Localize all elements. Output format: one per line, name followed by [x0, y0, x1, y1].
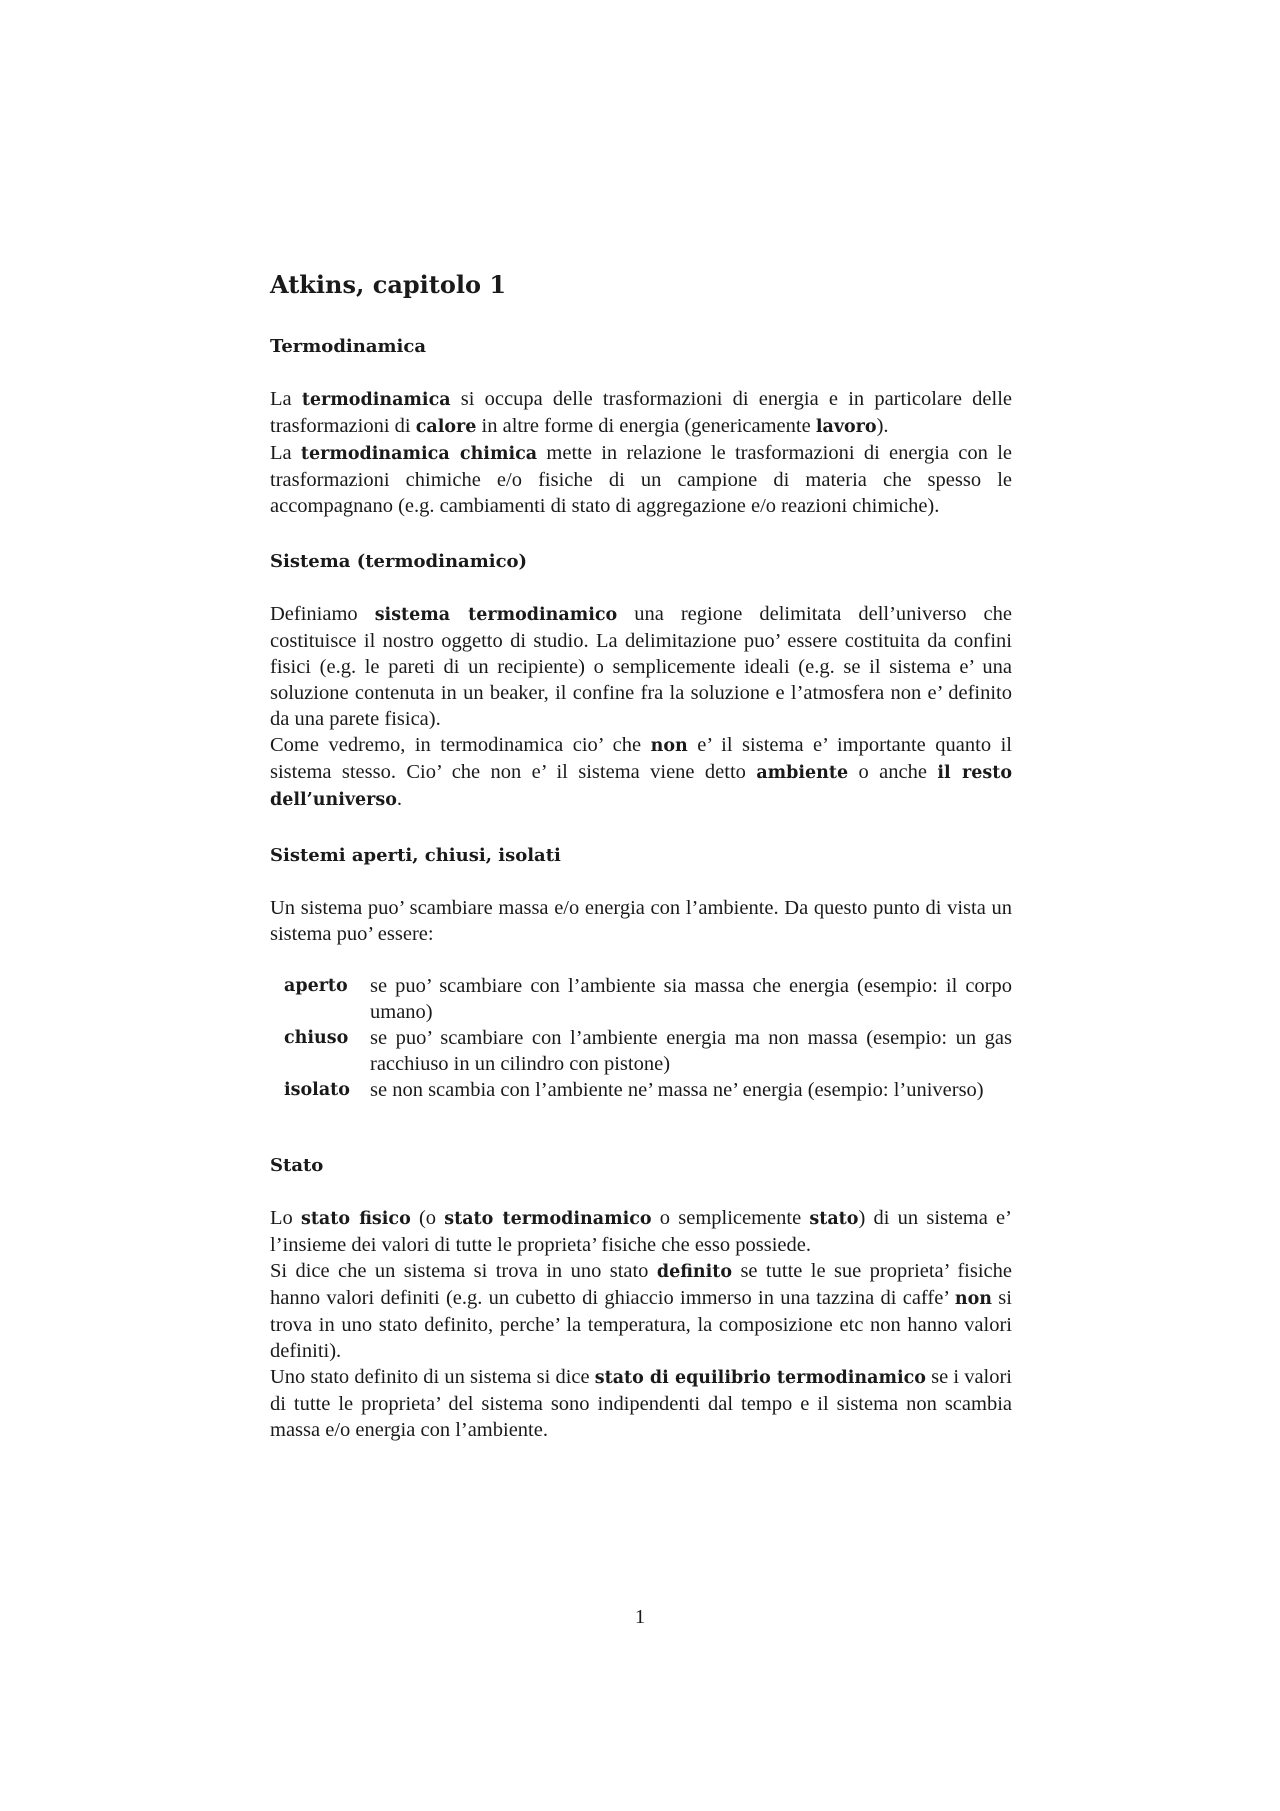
- section-paragraph: [270, 895, 1012, 947]
- definition-row: [270, 973, 1012, 1025]
- section-heading: Sistema (termodinamico): [270, 551, 528, 572]
- text-run: una regione delimitata dell’universo che costituisce il nostro oggetto di studio. La delimitazione puo’ essere costituita da confini fisici (e.g. le pareti di un recipiente) o semplicemente ideali (e.g. se il sistema e’ una soluzione contenuta in un beaker, il confine fra la soluzione e l’atmosfera non e’ definito da una parete fisica).: [270, 603, 1013, 730]
- definition-term: isolato: [284, 1080, 350, 1100]
- section-heading: Sistemi aperti, chiusi, isolati: [270, 845, 561, 866]
- text-run: Definiamo: [270, 603, 375, 625]
- text-run: e’ il sistema e’ importante quanto il sistema stesso. Cio’ che non e’ il sistema viene detto: [270, 734, 1012, 783]
- definition-row: [270, 1025, 1012, 1077]
- section-paragraph: [270, 1205, 1012, 1443]
- bold-term: stato termodinamico: [444, 1209, 652, 1229]
- bold-term: stato fisico: [301, 1209, 411, 1229]
- definition-term: aperto: [284, 976, 348, 996]
- text-run: Si dice che un sistema si trova in uno stato: [270, 1260, 657, 1282]
- text-run: ).: [876, 415, 889, 437]
- bold-term: non: [650, 736, 688, 756]
- text-run: Un sistema puo’ scambiare massa e/o energia con l’ambiente. Da questo punto di vista un sistema puo’ essere:: [270, 897, 1012, 945]
- section-heading: Termodinamica: [270, 336, 426, 357]
- section-heading: Stato: [270, 1155, 324, 1176]
- text-run: si trova in uno stato definito, perche’ la temperatura, la composizione etc non hanno valori definiti).: [270, 1287, 1012, 1362]
- section-paragraph: [270, 386, 1012, 519]
- text-run: se i valori di tutte le proprieta’ del sistema sono indipendenti dal tempo e il sistema non scambia massa e/o energia con l’ambiente.: [270, 1366, 1013, 1441]
- section-paragraph: [270, 601, 1012, 813]
- text-run: se tutte le sue proprieta’ fisiche hanno valori definiti (e.g. un cubetto di ghiaccio immerso in una tazzina di caffe’: [270, 1260, 1012, 1309]
- document-title: Atkins, capitolo 1: [270, 270, 507, 299]
- bold-term: termodinamica: [301, 390, 451, 410]
- text-run: o anche: [848, 761, 938, 783]
- bold-term: definito: [656, 1262, 733, 1282]
- bold-term: non: [954, 1289, 993, 1309]
- text-run: si occupa delle trasformazioni di energia e in particolare delle trasformazioni di: [270, 388, 1013, 437]
- text-run: Lo: [270, 1207, 301, 1229]
- text-run: o semplicemente: [651, 1207, 810, 1229]
- text-run: ) di un sistema e’ l’insieme dei valori di tutte le proprieta’ fisiche che esso possiede.: [270, 1207, 1012, 1256]
- text-run: La: [270, 442, 301, 464]
- definition-description: se non scambia con l’ambiente ne’ massa ne’ energia (esempio: l’universo): [370, 1079, 984, 1101]
- section-spacer: [270, 813, 1012, 843]
- bold-term: termodinamica chimica: [300, 444, 538, 464]
- sections-container: [270, 334, 1012, 1443]
- text-run: .: [396, 788, 403, 810]
- text-run: (o: [410, 1207, 445, 1229]
- text-run: Come vedremo, in termodinamica cio’ che: [270, 734, 651, 756]
- definition-description: se puo’ scambiare con l’ambiente energia ma non massa (esempio: un gas racchiuso in un cilindro con pistone): [370, 1027, 1012, 1075]
- text-run: mette in relazione le trasformazioni di energia con le trasformazioni chimiche e/o fisiche di un campione di materia che spesso le accompagnano (e.g. cambiamenti di stato di aggregazione e/o reazioni chimiche).: [270, 442, 1012, 517]
- bold-term: stato: [809, 1209, 859, 1229]
- definition-row: [270, 1077, 1012, 1103]
- page-number: 1: [634, 1606, 646, 1628]
- bold-term: il resto dell’universo: [270, 763, 1012, 810]
- definition-description: se puo’ scambiare con l’ambiente sia massa che energia (esempio: il corpo umano): [370, 975, 1012, 1023]
- definition-list: [270, 973, 1012, 1103]
- text-run: La: [270, 388, 302, 410]
- section-spacer: [270, 519, 1012, 549]
- definition-term: chiuso: [284, 1028, 349, 1048]
- bold-term: sistema termodinamico: [374, 605, 618, 625]
- text-run: in altre forme di energia (genericamente: [476, 415, 816, 437]
- document-page: [270, 266, 1012, 1443]
- section-spacer: [270, 1103, 1012, 1153]
- bold-term: lavoro: [815, 417, 877, 437]
- bold-term: ambiente: [756, 763, 849, 783]
- text-run: Uno stato definito di un sistema si dice: [270, 1366, 595, 1388]
- bold-term: calore: [415, 417, 477, 437]
- bold-term: stato di equilibrio termodinamico: [594, 1368, 926, 1388]
